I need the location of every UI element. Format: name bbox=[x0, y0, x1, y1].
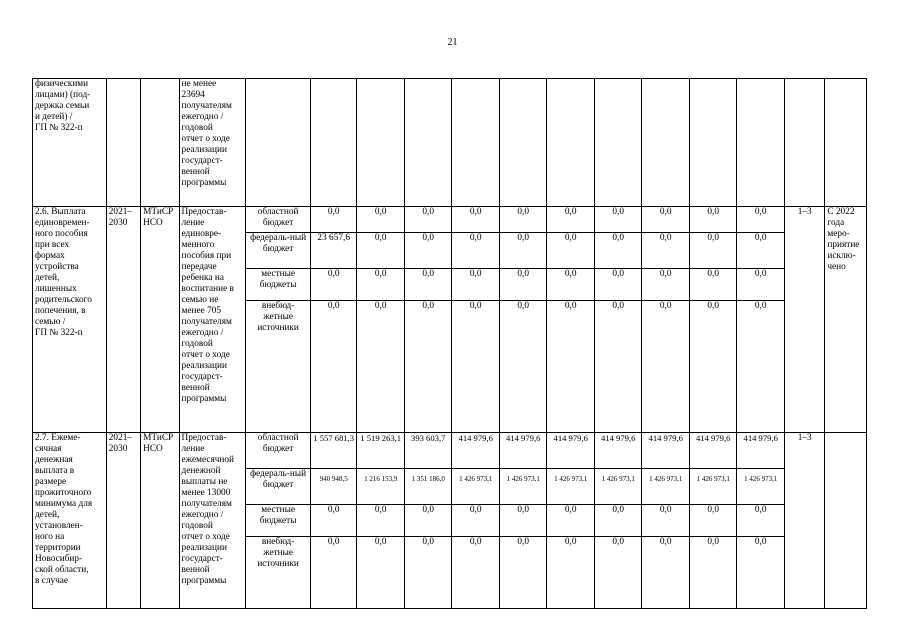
funding-value: 0,0 bbox=[547, 537, 595, 609]
activity-name-line: при всех bbox=[35, 240, 70, 250]
activity-name-line: установлен- bbox=[35, 521, 83, 531]
activity-name-line: территории bbox=[35, 543, 81, 553]
funding-value: 1 351 186,0 bbox=[404, 469, 452, 505]
activity-name-line: детей, bbox=[35, 273, 60, 283]
indicator-line: программы bbox=[181, 178, 227, 188]
funding-value: 1 557 681,3 bbox=[310, 433, 357, 469]
funding-value: 0,0 bbox=[499, 269, 547, 301]
indicator-cell bbox=[179, 207, 246, 433]
funding-value: 0,0 bbox=[452, 207, 500, 233]
indicator-line: выплаты не bbox=[181, 477, 228, 487]
funding-value: 0,0 bbox=[452, 301, 500, 433]
funding-source-label: областной бюджет bbox=[246, 433, 311, 469]
empty-cell bbox=[594, 79, 642, 207]
indicator-line: менного bbox=[181, 240, 215, 250]
funding-value: 0,0 bbox=[404, 233, 452, 269]
empty-cell bbox=[246, 79, 311, 207]
empty-cell bbox=[357, 79, 405, 207]
activity-name-line: размере bbox=[35, 477, 67, 487]
indicator-line: программы bbox=[181, 576, 227, 586]
funding-source-label: местные бюджеты bbox=[246, 269, 311, 301]
indicator-line: программы bbox=[181, 394, 227, 404]
funding-value: 0,0 bbox=[499, 537, 547, 609]
funding-value: 1 426 973,1 bbox=[642, 469, 690, 505]
goal-cell: 1–3 bbox=[784, 207, 824, 433]
note-line: меро- bbox=[827, 229, 850, 239]
activity-name-line: выплата в bbox=[35, 466, 75, 476]
table-row bbox=[33, 433, 867, 469]
funding-value: 0,0 bbox=[452, 537, 500, 609]
activity-name-line: попечения, в bbox=[35, 306, 86, 316]
indicator-line: воспитание в bbox=[181, 284, 234, 294]
period-cell: 2021– 2030 bbox=[106, 207, 140, 433]
funding-value: 0,0 bbox=[499, 233, 547, 269]
activity-name-line: устройства bbox=[35, 262, 79, 272]
activity-name-line: 2.7. Ежеме- bbox=[35, 433, 81, 443]
funding-value: 1 426 973,1 bbox=[689, 469, 737, 505]
funding-value: 0,0 bbox=[310, 505, 357, 537]
funding-value: 0,0 bbox=[310, 537, 357, 609]
funding-value: 1 426 973,1 bbox=[737, 469, 785, 505]
indicator-line: единовре- bbox=[181, 229, 222, 239]
indicator-line: реализации bbox=[181, 543, 227, 553]
funding-value: 1 426 973,1 bbox=[452, 469, 500, 505]
period-cell bbox=[106, 79, 140, 207]
indicator-line: венной bbox=[181, 383, 210, 393]
funding-value: 0,0 bbox=[499, 207, 547, 233]
note-line: С 2022 bbox=[827, 207, 855, 217]
indicator-line: отчет о ходе bbox=[181, 532, 230, 542]
funding-value: 1 519 263,1 bbox=[357, 433, 405, 469]
activity-name-line: формах bbox=[35, 251, 65, 261]
activity-name-line: детей, bbox=[35, 510, 60, 520]
activity-name-line: ГП № 322-п bbox=[35, 123, 83, 133]
empty-cell bbox=[547, 79, 595, 207]
funding-value: 393 603,7 bbox=[404, 433, 452, 469]
funding-source-label: внебюд-жетные источники bbox=[246, 301, 311, 433]
indicator-line: реализации bbox=[181, 361, 227, 371]
funding-value: 1 426 973,1 bbox=[594, 469, 642, 505]
indicator-line: денежной bbox=[181, 466, 221, 476]
funding-value: 0,0 bbox=[737, 269, 785, 301]
funding-value: 0,0 bbox=[310, 301, 357, 433]
page-number: 21 bbox=[447, 37, 458, 48]
program-activities-table bbox=[32, 78, 867, 609]
funding-value: 0,0 bbox=[737, 207, 785, 233]
funding-value: 0,0 bbox=[404, 269, 452, 301]
empty-cell bbox=[404, 79, 452, 207]
activity-name-line: лишенных bbox=[35, 284, 77, 294]
activity-name-line: родительского bbox=[35, 295, 92, 305]
indicator-line: отчет о ходе bbox=[181, 350, 230, 360]
funding-value: 0,0 bbox=[357, 537, 405, 609]
funding-value: 0,0 bbox=[642, 269, 690, 301]
executor-cell bbox=[141, 79, 179, 207]
indicator-line: получателям bbox=[181, 499, 232, 509]
funding-value: 0,0 bbox=[689, 505, 737, 537]
indicator-line: годовой bbox=[181, 339, 213, 349]
empty-cell bbox=[642, 79, 690, 207]
funding-source-label: местные бюджеты bbox=[246, 505, 311, 537]
activity-name-cell bbox=[33, 207, 107, 433]
empty-cell bbox=[499, 79, 547, 207]
funding-value: 0,0 bbox=[547, 505, 595, 537]
funding-value: 0,0 bbox=[499, 505, 547, 537]
funding-value: 0,0 bbox=[404, 537, 452, 609]
funding-value: 0,0 bbox=[594, 537, 642, 609]
funding-value: 0,0 bbox=[357, 207, 405, 233]
indicator-line: венной bbox=[181, 167, 210, 177]
funding-value: 0,0 bbox=[594, 301, 642, 433]
executor-cell: МТиСР НСО bbox=[141, 207, 179, 433]
activity-name-line: ного на bbox=[35, 532, 65, 542]
funding-value: 0,0 bbox=[689, 269, 737, 301]
funding-value: 414 979,6 bbox=[499, 433, 547, 469]
funding-value: 414 979,6 bbox=[737, 433, 785, 469]
empty-cell bbox=[784, 79, 824, 207]
indicator-line: государст- bbox=[181, 372, 223, 382]
activity-name-line: ного пособия bbox=[35, 229, 88, 239]
activity-name-line: минимума для bbox=[35, 499, 93, 509]
indicator-line: получателям bbox=[181, 101, 232, 111]
funding-value: 0,0 bbox=[404, 505, 452, 537]
funding-value: 0,0 bbox=[594, 269, 642, 301]
indicator-line: ежегодно / bbox=[181, 510, 224, 520]
funding-value: 414 979,6 bbox=[547, 433, 595, 469]
funding-value: 0,0 bbox=[404, 301, 452, 433]
funding-value: 0,0 bbox=[594, 233, 642, 269]
funding-source-label: областной бюджет bbox=[246, 207, 311, 233]
note-cell bbox=[825, 433, 867, 609]
funding-value: 0,0 bbox=[547, 207, 595, 233]
funding-value: 0,0 bbox=[737, 537, 785, 609]
funding-value: 0,0 bbox=[689, 207, 737, 233]
funding-value: 0,0 bbox=[689, 233, 737, 269]
activity-name-line: сячная bbox=[35, 444, 62, 454]
funding-value: 1 426 973,1 bbox=[499, 469, 547, 505]
indicator-cell bbox=[179, 433, 246, 609]
indicator-line: ление bbox=[181, 218, 205, 228]
activity-name-line: лицами) (под- bbox=[35, 90, 91, 100]
funding-value: 414 979,6 bbox=[452, 433, 500, 469]
indicator-line: 23694 bbox=[181, 90, 205, 100]
note-line: года bbox=[827, 218, 845, 228]
indicator-line: ежегодно / bbox=[181, 328, 224, 338]
activity-name-line: денежная bbox=[35, 455, 73, 465]
funding-value: 0,0 bbox=[310, 269, 357, 301]
indicator-line: Предостав- bbox=[181, 207, 227, 217]
indicator-line: передаче bbox=[181, 262, 217, 272]
funding-value: 0,0 bbox=[357, 233, 405, 269]
funding-value: 0,0 bbox=[737, 301, 785, 433]
funding-value: 0,0 bbox=[642, 505, 690, 537]
indicator-line: не менее bbox=[181, 79, 217, 89]
executor-cell: МТиСР НСО bbox=[141, 433, 179, 609]
funding-value: 23 657,6 bbox=[310, 233, 357, 269]
indicator-line: венной bbox=[181, 565, 210, 575]
indicator-line: годовой bbox=[181, 521, 213, 531]
funding-value: 414 979,6 bbox=[642, 433, 690, 469]
activity-name-line: прожиточного bbox=[35, 488, 92, 498]
funding-value: 0,0 bbox=[737, 233, 785, 269]
funding-value: 0,0 bbox=[310, 207, 357, 233]
activity-name-line: ГП № 322-п bbox=[35, 328, 83, 338]
empty-cell bbox=[452, 79, 500, 207]
funding-source-label: внебюд-жетные источники bbox=[246, 537, 311, 609]
activity-name-line: физическими bbox=[35, 79, 89, 89]
funding-value: 940 948,5 bbox=[310, 469, 357, 505]
activity-name-line: и детей) / bbox=[35, 112, 73, 122]
funding-value: 0,0 bbox=[357, 269, 405, 301]
funding-source-label: федераль-ный бюджет bbox=[246, 233, 311, 269]
indicator-line: ребенка на bbox=[181, 273, 224, 283]
note-cell bbox=[825, 207, 867, 433]
funding-value: 0,0 bbox=[689, 301, 737, 433]
funding-source-label: федераль-ный бюджет bbox=[246, 469, 311, 505]
period-cell: 2021– 2030 bbox=[106, 433, 140, 609]
funding-value: 0,0 bbox=[594, 505, 642, 537]
activity-name-line: ской области, bbox=[35, 565, 89, 575]
indicator-line: отчет о ходе bbox=[181, 134, 230, 144]
activity-name-line: Новосибир- bbox=[35, 554, 83, 564]
funding-value: 0,0 bbox=[689, 537, 737, 609]
funding-value: 1 216 153,9 bbox=[357, 469, 405, 505]
funding-value: 0,0 bbox=[642, 207, 690, 233]
funding-value: 414 979,6 bbox=[689, 433, 737, 469]
funding-value: 0,0 bbox=[547, 301, 595, 433]
note-line: исклю- bbox=[827, 251, 856, 261]
funding-value: 1 426 973,1 bbox=[547, 469, 595, 505]
activity-name-line: в случае bbox=[35, 576, 69, 586]
note-line: чено bbox=[827, 262, 846, 272]
funding-value: 0,0 bbox=[547, 269, 595, 301]
activity-name-cell bbox=[33, 79, 107, 207]
funding-value: 0,0 bbox=[642, 301, 690, 433]
funding-value: 0,0 bbox=[357, 505, 405, 537]
empty-cell bbox=[689, 79, 737, 207]
activity-name-cell bbox=[33, 433, 107, 609]
goal-cell: 1–3 bbox=[784, 433, 824, 609]
indicator-cell bbox=[179, 79, 246, 207]
funding-value: 0,0 bbox=[499, 301, 547, 433]
indicator-line: реализации bbox=[181, 145, 227, 155]
indicator-line: менее 13000 bbox=[181, 488, 231, 498]
table-row bbox=[33, 79, 867, 207]
empty-cell bbox=[310, 79, 357, 207]
indicator-line: годовой bbox=[181, 123, 213, 133]
funding-value: 0,0 bbox=[737, 505, 785, 537]
activity-name-line: единовремен- bbox=[35, 218, 90, 228]
activity-name-line: семью / bbox=[35, 317, 66, 327]
empty-cell bbox=[825, 79, 867, 207]
funding-value: 0,0 bbox=[642, 537, 690, 609]
funding-value: 0,0 bbox=[642, 233, 690, 269]
table-row bbox=[33, 207, 867, 233]
indicator-line: государст- bbox=[181, 554, 223, 564]
empty-cell bbox=[737, 79, 785, 207]
funding-value: 0,0 bbox=[594, 207, 642, 233]
indicator-line: получателям bbox=[181, 317, 232, 327]
funding-value: 0,0 bbox=[357, 301, 405, 433]
indicator-line: ежегодно / bbox=[181, 112, 224, 122]
funding-value: 414 979,6 bbox=[594, 433, 642, 469]
funding-value: 0,0 bbox=[404, 207, 452, 233]
indicator-line: ежемесячной bbox=[181, 455, 235, 465]
indicator-line: Предостав- bbox=[181, 433, 227, 443]
activity-name-line: 2.6. Выплата bbox=[35, 207, 86, 217]
indicator-line: пособия при bbox=[181, 251, 232, 261]
note-line: приятие bbox=[827, 240, 860, 250]
funding-value: 0,0 bbox=[452, 505, 500, 537]
indicator-line: ление bbox=[181, 444, 205, 454]
indicator-line: государст- bbox=[181, 156, 223, 166]
indicator-line: семью не bbox=[181, 295, 219, 305]
indicator-line: менее 705 bbox=[181, 306, 222, 316]
activity-name-line: держка семьи bbox=[35, 101, 90, 111]
funding-value: 0,0 bbox=[452, 269, 500, 301]
funding-value: 0,0 bbox=[547, 233, 595, 269]
funding-value: 0,0 bbox=[452, 233, 500, 269]
